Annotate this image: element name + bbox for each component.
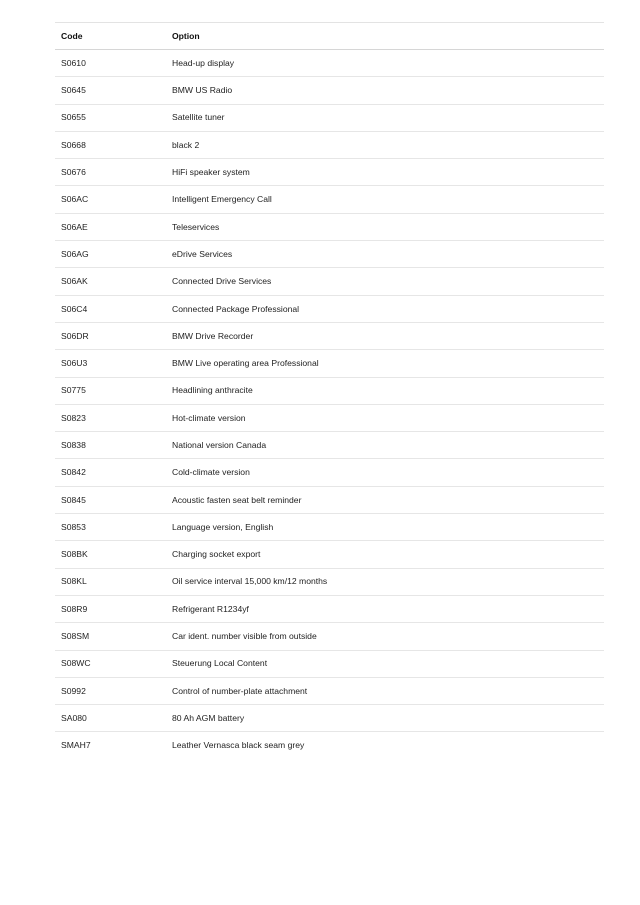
option-code-cell: S0610	[61, 57, 86, 68]
option-description-cell: Charging socket export	[172, 549, 261, 560]
option-description-cell: BMW US Radio	[172, 85, 233, 96]
table-row	[55, 541, 604, 568]
option-code-cell: S06AC	[61, 194, 89, 205]
table-row	[55, 268, 604, 295]
option-description-cell: Cold-climate version	[172, 467, 250, 478]
option-code-cell: S08KL	[61, 576, 87, 587]
option-code-cell: S0842	[61, 467, 86, 478]
option-code-cell: S0853	[61, 521, 86, 532]
option-code-cell: S08SM	[61, 631, 90, 642]
option-description-cell: Oil service interval 15,000 km/12 months	[172, 576, 328, 587]
option-description-cell: black 2	[172, 139, 200, 150]
option-description-cell: Language version, English	[172, 521, 274, 532]
option-description-cell: Connected Package Professional	[172, 303, 300, 314]
option-description-cell: Acoustic fasten seat belt reminder	[172, 494, 302, 505]
option-description-cell: Headlining anthracite	[172, 385, 253, 396]
option-description-cell: Refrigerant R1234yf	[172, 603, 249, 614]
option-code-cell: S0775	[61, 385, 86, 396]
table-row	[55, 77, 604, 104]
table-row	[55, 186, 604, 213]
table-row	[55, 486, 604, 513]
table-row	[55, 131, 604, 158]
option-description-cell: Steuerung Local Content	[172, 658, 268, 669]
options-table	[55, 22, 604, 759]
option-code-cell: S0655	[61, 112, 86, 123]
option-description-cell: Head-up display	[172, 57, 235, 68]
option-code-cell: S06DR	[61, 330, 89, 341]
option-code-cell: S0992	[61, 685, 86, 696]
table-row	[55, 514, 604, 541]
option-description-cell: National version Canada	[172, 440, 267, 450]
option-description-cell: eDrive Services	[172, 248, 233, 259]
table-row	[55, 241, 604, 268]
option-description-cell: Hot-climate version	[172, 412, 246, 423]
option-code-cell: S08R9	[61, 603, 88, 614]
table-row	[55, 350, 604, 377]
option-description-cell: BMW Drive Recorder	[172, 330, 254, 341]
option-description-cell: Connected Drive Services	[172, 276, 272, 287]
table-row	[55, 595, 604, 622]
option-description-cell: HiFi speaker system	[172, 167, 250, 178]
table-row	[55, 404, 604, 431]
table-row	[55, 623, 604, 650]
options-table-header	[55, 23, 604, 50]
option-description-cell: Car ident. number visible from outside	[172, 631, 317, 642]
column-header-code: Code	[61, 30, 83, 41]
option-code-cell: S08BK	[61, 549, 88, 560]
table-row	[55, 295, 604, 322]
option-description-cell: Leather Vernasca black seam grey	[172, 740, 305, 751]
table-row	[55, 50, 604, 77]
table-row	[55, 459, 604, 486]
option-code-cell: S06AK	[61, 276, 88, 287]
option-code-cell: S06AG	[61, 248, 89, 259]
option-code-cell: SMAH7	[61, 740, 91, 751]
option-description-cell: Intelligent Emergency Call	[172, 194, 272, 205]
option-code-cell: S0676	[61, 167, 86, 178]
option-code-cell: S06AE	[61, 221, 88, 232]
option-code-cell: S06C4	[61, 303, 88, 314]
header-row	[55, 23, 604, 50]
option-code-cell: S0845	[61, 494, 86, 505]
table-row	[55, 677, 604, 704]
table-row	[55, 322, 604, 349]
options-table-body	[55, 50, 604, 759]
table-row	[55, 705, 604, 732]
table-row	[55, 159, 604, 186]
column-header-option: Option	[172, 30, 200, 41]
option-description-cell: Control of number-plate attachment	[172, 685, 308, 696]
option-code-cell: S06U3	[61, 358, 88, 369]
table-row	[55, 732, 604, 759]
table-row	[55, 650, 604, 677]
option-code-cell: S0645	[61, 85, 86, 96]
option-code-cell: SA080	[61, 712, 87, 723]
option-code-cell: S08WC	[61, 658, 91, 669]
table-row	[55, 377, 604, 404]
option-code-cell: S0838	[61, 440, 86, 450]
option-code-cell: S0823	[61, 412, 86, 423]
table-row	[55, 213, 604, 240]
option-description-cell: BMW Live operating area Professional	[172, 358, 319, 369]
option-description-cell: Satellite tuner	[172, 112, 225, 123]
table-row	[55, 432, 604, 459]
option-code-cell: S0668	[61, 139, 86, 150]
table-row	[55, 104, 604, 131]
table-row	[55, 568, 604, 595]
document-page	[55, 22, 604, 759]
option-description-cell: Teleservices	[172, 221, 220, 232]
option-description-cell: 80 Ah AGM battery	[172, 712, 245, 723]
